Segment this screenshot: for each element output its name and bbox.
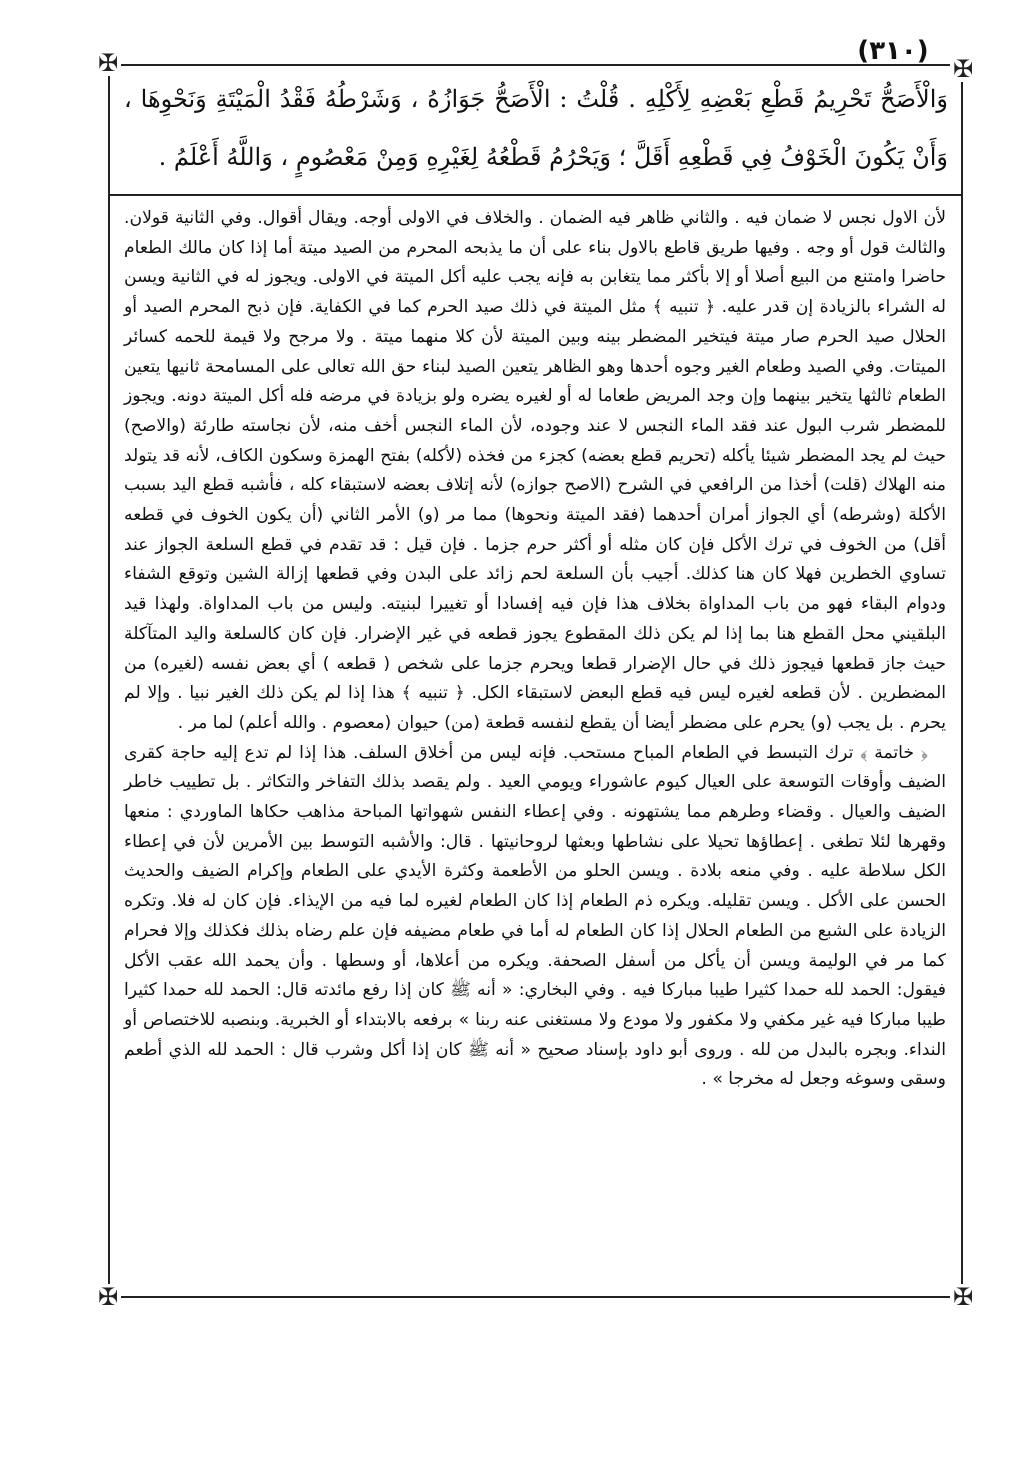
- corner-ornament-icon: ✠: [950, 1284, 976, 1310]
- matn-text: وَالْأَصَحُّ تَحْرِيمُ قَطْعِ بَعْضِهِ لِأَكْلِهِ . قُلْتُ : الْأَصَحُّ جَوَازُهُ ، وَشَرْطُهُ فَقْدُ الْمَيْتَةِ وَنَحْوِهَا ، وَأَنْ يَكُونَ الْخَوْفُ فِي قَطْعِهِ أَقَلَّ ؛ وَيَحْرُمُ قَطْعُهُ لِغَيْرِهِ وَمِنْ مَعْصُومٍ ، وَاللَّهُ أَعْلَمُ .: [124, 85, 948, 171]
- matn-sharh-divider: [108, 194, 963, 196]
- page-number: (٣١٠): [857, 36, 929, 66]
- sharh-commentary: [124, 204, 946, 1284]
- corner-ornament-icon: ✠: [950, 56, 976, 82]
- corner-ornament-icon: ✠: [95, 1284, 121, 1310]
- khatima-paragraph: ﴿ خاتمة ﴾ ترك التبسط في الطعام المباح مستحب. فإنه ليس من أخلاق السلف. هذا إذا لم تدع إليه حاجة كقرى الضيف وأوقات التوسعة على العيال كيوم عاشوراء ويومي العيد . ولم يقصد بذلك التفاخر والتكاثر . بل تطييب خاطر الضيف والعيال . وقضاء وطرهم مما يشتهونه . وفي إعطاء النفس شهواتها المباحة مذاهب حكاها الماوردي : منعها وقهرها لئلا تطغى . إعطاؤها تحيلا على نشاطها وبعثها لروحانيتها . قال: والأشبه التوسط بين الأمرين لأن في إعطاء الكل سلاطة عليه . وفي منعه بلادة . ويسن الحلو من الأطعمة وكثرة الأيدي على الطعام وإكرام الضيف والحديث الحسن على الأكل . ويسن تقليله. ويكره ذم الطعام إذا كان الطعام لغيره لما فيه من الإيذاء. فإن كان له فلا. وتكره الزيادة على الشبع من الطعام الحلال إذا كان الطعام له أما في طعام مضيفه فإن علم رضاه بذلك فكذلك وإلا فحرام كما مر في الوليمة ويسن أن يأكل من أسفل الصحفة. ويكره من أعلاها، أو وسطها . وأن يحمد الله عقب الأكل فيقول: الحمد لله حمدا كثيرا طيبا مباركا فيه . وفي البخاري: « أنه ﷺ كان إذا رفع مائدته قال: الحمد لله حمدا كثيرا طيبا مباركا فيه غير مكفي ولا مكفور ولا مودع ولا مستغنى عنه ربنا » برفعه بالابتداء أو الخبرية. وبنصبه للاختصاص أو النداء. وبجره بالبدل من لله . وروى أبو داود بإسناد صحيح « أنه ﷺ كان إذا أكل وشرب قال : الحمد لله الذي أطعم وسقى وسوغه وجعل له مخرجا » .: [124, 742, 946, 1090]
- sharh-paragraph: لأن الاول نجس لا ضمان فيه . والثاني ظاهر فيه الضمان . والخلاف في الاولى أوجه. ويقال أقوال. وفي الثانية قولان. والثالث قول أو وجه . وفيها طريق قاطع بالاول بناء على أن ما يذبحه المحرم من الصيد ميتة أما إذا كان مالك الطعام حاضرا وامتنع من البيع أصلا أو إلا بأكثر مما يتغابن به فإنه يجب عليه أكل الميتة في الاولى. ويجوز له في الثانية ويسن له الشراء بالزيادة إن قدر عليه. ﴿ تنبيه ﴾ مثل الميتة في ذلك صيد الحرم كما في الكفاية. فإن ذبح المحرم الصيد أو الحلال صيد الحرم صار ميتة فيتخير المضطر بينه وبين الميتة لأن كلا منهما ميتة . ولا مرجح ولا قيمة للحمه كسائر الميتات. وفي الصيد وطعام الغير وجوه أحدها وهو الظاهر يتعين الصيد لبناء حق الله تعالى على المسامحة ثانيها يتعين الطعام ثالثها يتخير بينهما وإن وجد المريض طعاما له أو لغيره يضره ولو بزيادة في مرضه فله أكل الميتة دونه. ويجوز للمضطر شرب البول عند فقد الماء النجس لا عند وجوده، لأن الماء النجس أخف منه، لأن نجاسته طارئة (والاصح) حيث لم يجد المضطر شيئا يأكله (تحريم قطع بعضه) كجزء من فخذه (لأكله) بفتح الهمزة وسكون الكاف، لأنه قد يتولد منه الهلاك (قلت) أخذا من الرافعي في الشرح (الاصح جوازه) لأنه إتلاف بعضه لاستبقاء كله ، فأشبه قطع اليد بسبب الأكلة (وشرطه) أي الجواز أمران أحدهما (فقد الميتة ونحوها) مما مر (و) الأمر الثاني (أن يكون الخوف في قطعه أقل) من الخوف في ترك الأكل فإن كان مثله أو أكثر حرم جزما . فإن قيل : قد تقدم في قطع السلعة الجواز عند تساوي الخطرين فهلا كان هنا كذلك. أجيب بأن السلعة لحم زائد على البدن وفي قطعها إزالة الشين وتوقع الشفاء ودوام البقاء فهو من باب المداواة بخلاف هذا فإن فيه إفسادا أو تغييرا لبنيته. وليس من باب المداواة. ولهذا قيد البلقيني محل القطع هنا بما إذا لم يكن ذلك المقطوع يجوز قطعه في غير الإضرار. فإن كان كالسلعة واليد المتآكلة حيث جاز قطعها فيجوز ذلك في حال الإضرار قطعا ويحرم جزما على شخص ( قطعه ) أي بعض نفسه (لغيره) من المضطرين . لأن قطعه لغيره ليس فيه قطع البعض لاستبقاء الكل. ﴿ تنبيه ﴾ هذا إذا لم يكن ذلك الغير نبيا . وإلا لم يحرم . بل يجب (و) يحرم على مضطر أيضا أن يقطع لنفسه قطعة (من) حيوان (معصوم . والله أعلم) لما مر .: [124, 208, 946, 733]
- corner-ornament-icon: ✠: [95, 50, 121, 76]
